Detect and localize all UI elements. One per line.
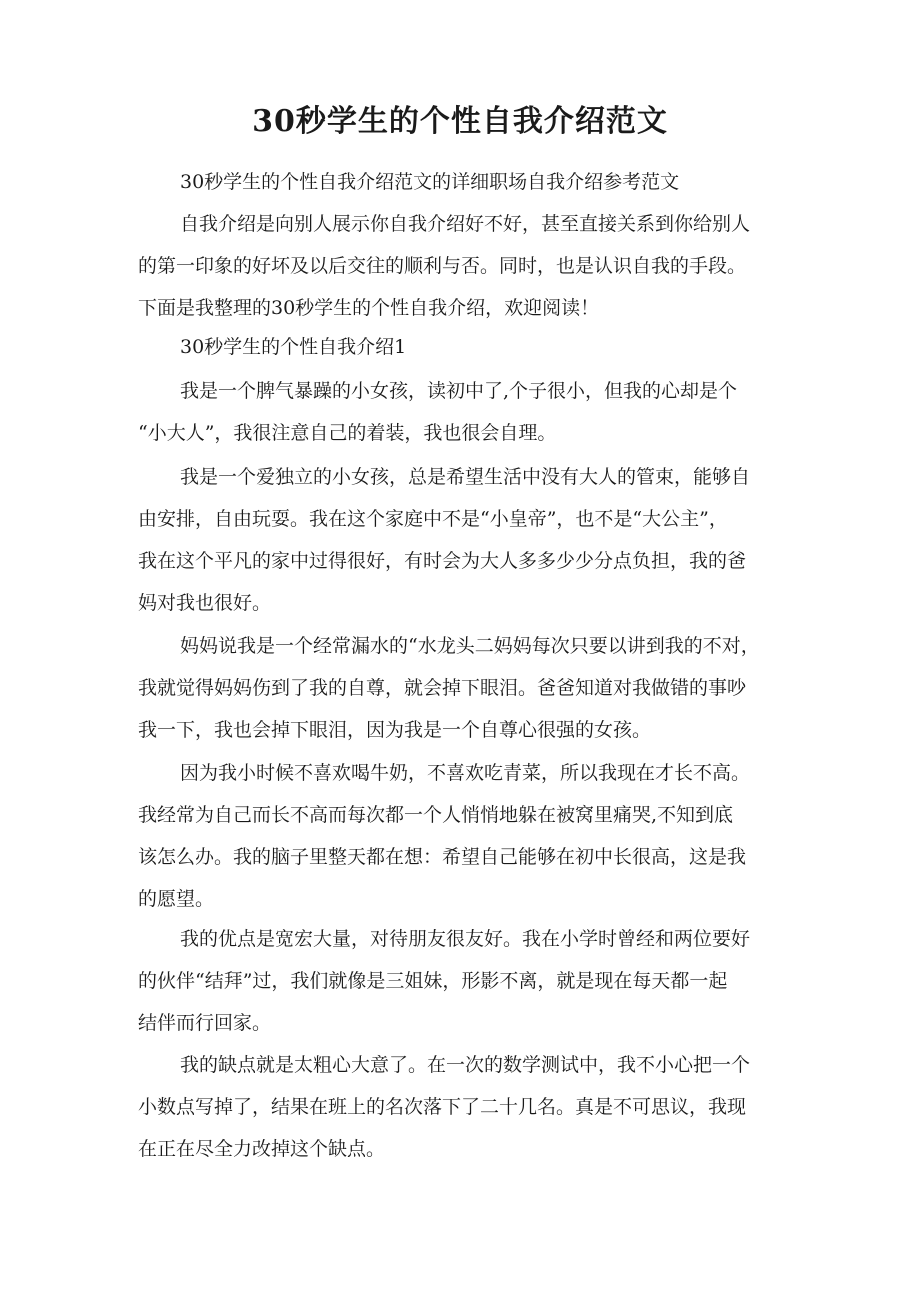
- paragraph-line: 我是一个脾气暴躁的小女孩，读初中了,个子很小，但我的心却是个: [180, 380, 738, 402]
- paragraph-line: 因为我小时候不喜欢喝牛奶，不喜欢吃青菜，所以我现在才长不高。: [180, 762, 751, 784]
- section-heading: [138, 326, 798, 368]
- intro-line: 下面是我整理的30秒学生的个性自我介绍，欢迎阅读！: [138, 297, 600, 319]
- paragraph-line: 妈对我也很好。: [138, 592, 272, 614]
- paragraph-line: 我在这个平凡的家中过得很好，有时会为大人多多少少分点负担，我的爸: [138, 550, 747, 572]
- paragraph-line: “小大人”，我很注意自己的着装，我也很会自理。: [138, 422, 557, 444]
- paragraph-line: 结伴而行回家。: [138, 1012, 272, 1034]
- paragraph-line: 我经常为自己而长不高而每次都一个人悄悄地躲在被窝里痛哭,不知到底: [138, 804, 734, 826]
- paragraph-line: 小数点写掉了，结果在班上的名次落下了二十几名。真是不可思议，我现: [138, 1096, 747, 1118]
- intro-paragraph: [138, 203, 798, 329]
- body-paragraph-5: [138, 918, 798, 1044]
- paragraph-line: 由安排，自由玩耍。我在这个家庭中不是“小皇帝”，也不是“大公主”，: [138, 508, 728, 530]
- paragraph-line: 的伙伴“结拜”过，我们就像是三姐妹，形影不离，就是现在每天都一起: [138, 970, 728, 992]
- body-paragraph-1: [138, 370, 798, 454]
- subtitle-line: 30秒学生的个性自我介绍范文的详细职场自我介绍参考范文: [180, 171, 680, 193]
- body-paragraph-4: [138, 752, 798, 920]
- paragraph-line: 我的缺点就是太粗心大意了。在一次的数学测试中，我不小心把一个: [180, 1054, 751, 1076]
- intro-line: 的第一印象的好坏及以后交往的顺利与否。同时，也是认识自我的手段。: [138, 255, 747, 277]
- paragraph-line: 在正在尽全力改掉这个缺点。: [138, 1138, 386, 1160]
- paragraph-line: 我一下，我也会掉下眼泪，因为我是一个自尊心很强的女孩。: [138, 719, 652, 741]
- paragraph-line: 该怎么办。我的脑子里整天都在想：希望自己能够在初中长很高，这是我: [138, 846, 747, 868]
- document-title: 30秒学生的个性自我介绍范文: [252, 104, 668, 139]
- paragraph-line: 我是一个爱独立的小女孩，总是希望生活中没有大人的管束，能够自: [180, 466, 751, 488]
- subtitle-paragraph: [138, 161, 798, 203]
- paragraph-line: 我就觉得妈妈伤到了我的自尊，就会掉下眼泪。爸爸知道对我做错的事吵: [138, 677, 747, 699]
- body-paragraph-6: [138, 1044, 798, 1170]
- intro-line: 自我介绍是向别人展示你自我介绍好不好，甚至直接关系到你给别人: [180, 213, 751, 235]
- body-paragraph-3: [138, 625, 798, 751]
- paragraph-line: 的愿望。: [138, 888, 215, 910]
- section-heading-line: 30秒学生的个性自我介绍1: [180, 336, 407, 358]
- body-paragraph-2: [138, 456, 798, 624]
- paragraph-line: 妈妈说我是一个经常漏水的“水龙头二妈妈每次只要以讲到我的不对，: [180, 635, 760, 657]
- paragraph-line: 我的优点是宽宏大量，对待朋友很友好。我在小学时曾经和两位要好: [180, 928, 751, 950]
